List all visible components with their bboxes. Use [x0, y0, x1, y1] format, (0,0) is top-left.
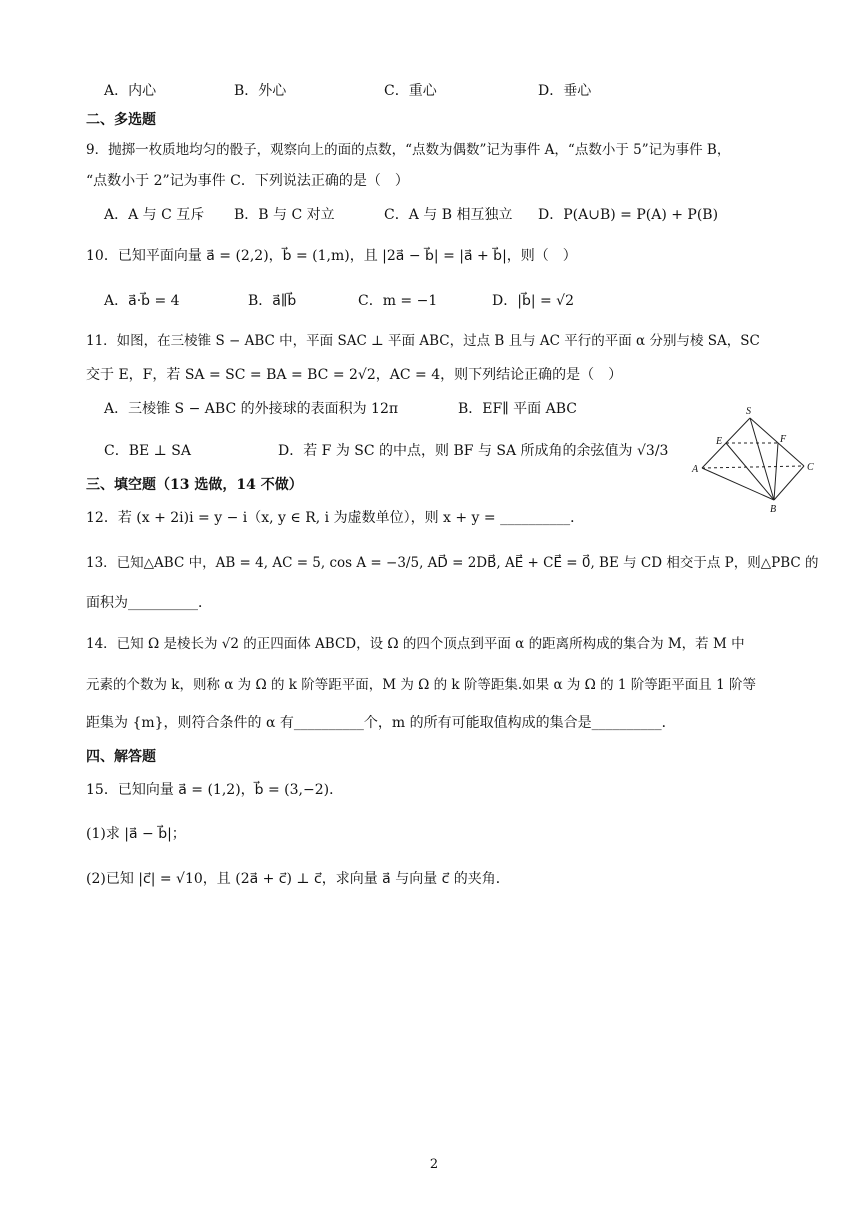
q11-option-c: C．BE ⊥ SA — [104, 443, 191, 459]
q9-option-b: B．B 与 C 对立 — [234, 207, 335, 223]
q10-option-c: C．m = −1 — [358, 293, 438, 309]
q11-option-b: B．EF∥ 平面 ABC — [458, 401, 577, 417]
page-number: 2 — [429, 1157, 439, 1172]
q11-option-a: A．三棱锥 S − ABC 的外接球的表面积为 12π — [104, 401, 399, 417]
q8-option-d: D．垂心 — [538, 83, 592, 99]
q10-option-a: A．a⃗·b⃗ = 4 — [104, 293, 180, 309]
q10-option-b: B．a⃗∥b⃗ — [248, 293, 297, 309]
q13-stem-line2: 面积为__________． — [86, 595, 212, 611]
q11-stem-line1: 11．如图，在三棱锥 S − ABC 中，平面 SAC ⊥ 平面 ABC，过点 B 且与 AC 平行的平面 α 分别与棱 SA，SC — [86, 333, 760, 349]
label-f: F — [780, 434, 787, 445]
q12-stem: 12．若 (x + 2i)i = y − i（x, y ∈ R, i 为虚数单位），则 x + y = __________． — [86, 510, 585, 526]
q14-stem-line3: 距集为 {m}，则符合条件的 α 有__________个，m 的所有可能取值构成的集合是__________． — [86, 715, 676, 731]
label-e: E — [716, 436, 723, 447]
q11-option-d: D．若 F 为 SC 的中点，则 BF 与 SA 所成角的余弦值为 √3/3 — [278, 443, 669, 459]
pyramid-figure — [690, 404, 820, 516]
q15-stem: 15．已知向量 a⃗ = (1,2)，b⃗ = (3,−2)． — [86, 782, 344, 798]
q15-part2: (2)已知 |c⃗| = √10，且 (2a⃗ + c⃗) ⊥ c⃗，求向量 a⃗ 与向量 c⃗ 的夹角． — [86, 871, 510, 887]
section-heading-multi-choice: 二、多选题 — [86, 112, 156, 128]
q8-option-a: A．内心 — [104, 83, 157, 99]
section-heading-fill-in: 三、填空题（13 选做，14 不做） — [86, 477, 303, 493]
section-heading-solutions: 四、解答题 — [86, 749, 156, 765]
q14-stem-line1: 14．已知 Ω 是棱长为 √2 的正四面体 ABCD，设 Ω 的四个顶点到平面 α 的距离所构成的集合为 M，若 M 中 — [86, 636, 745, 652]
label-a: A — [692, 464, 699, 475]
q9-stem-line1: 9．抛掷一枚质地均匀的骰子，观察向上的面的点数，“点数为偶数”记为事件 A，“点数小于 5”记为事件 B， — [86, 142, 731, 158]
q9-option-c: C．A 与 B 相互独立 — [384, 207, 513, 223]
label-s: S — [746, 406, 751, 417]
q9-option-a: A．A 与 C 互斥 — [104, 207, 205, 223]
q10-stem: 10．已知平面向量 a⃗ = (2,2)，b⃗ = (1,m)，且 |2a⃗ − b⃗| = |a⃗ + b⃗|，则（ ） — [86, 248, 577, 264]
label-c: C — [807, 462, 814, 473]
q10-option-d: D．|b⃗| = √2 — [492, 293, 575, 309]
q15-part1: (1)求 |a⃗ − b⃗|； — [86, 826, 186, 842]
q14-stem-line2: 元素的个数为 k，则称 α 为 Ω 的 k 阶等距平面，M 为 Ω 的 k 阶等距集.如果 α 为 Ω 的 1 阶等距平面且 1 阶等 — [86, 677, 756, 693]
q11-stem-line2: 交于 E，F，若 SA = SC = BA = BC = 2√2，AC = 4，则下列结论正确的是（ ） — [86, 367, 623, 383]
q8-option-b: B．外心 — [234, 83, 287, 99]
edge-ac-hidden — [702, 466, 804, 468]
q9-option-d: D．P(A∪B) = P(A) + P(B) — [538, 207, 719, 223]
q13-stem-line1: 13．已知△ABC 中，AB = 4, AC = 5, cos A = −3/5, AD⃗ = 2DB⃗, AE⃗ + CE⃗ = 0⃗, BE 与 CD 相交于点 P，则△PBC 的 — [86, 555, 819, 571]
q9-stem-line2: “点数小于 2”记为事件 C．下列说法正确的是（ ） — [86, 173, 409, 189]
label-b: B — [770, 504, 777, 515]
q8-option-c: C．重心 — [384, 83, 437, 99]
